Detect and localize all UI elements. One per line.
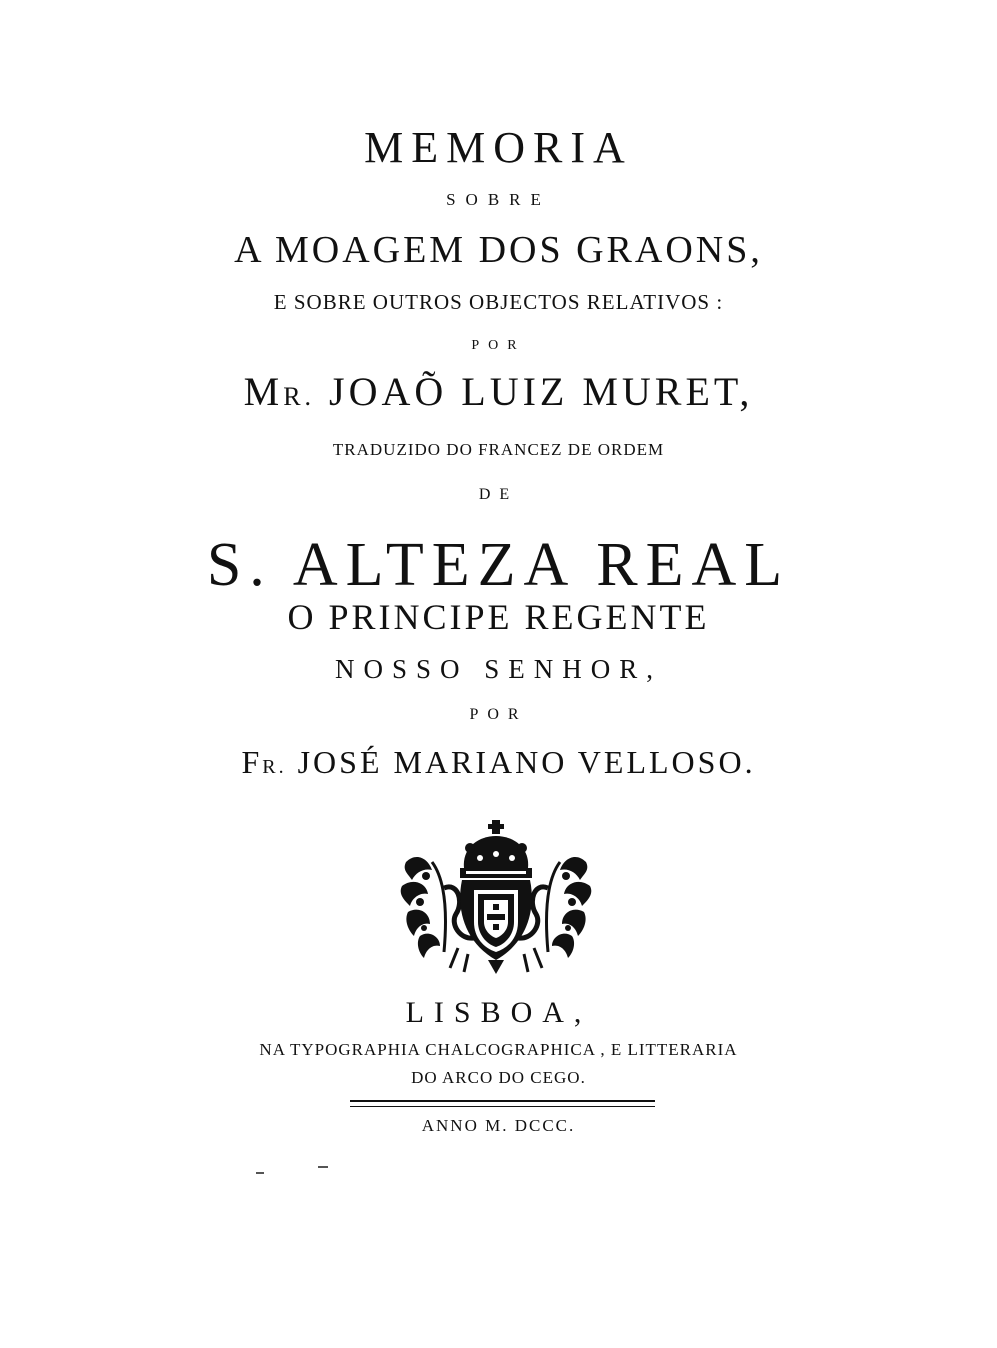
dedicatee-line-1: S. ALTEZA REAL [206,531,791,599]
dedicatee-line-2: O PRINCIPE REGENTE [287,597,710,637]
royal-coat-of-arms-icon [398,818,594,974]
imprint-year: ANNO M. DCCC. [421,1116,576,1135]
dedicatee-line-3: NOSSO SENHOR, [334,654,663,684]
por-label-translator: POR [469,706,528,723]
translator-prefix: F [241,744,263,780]
translator-prefix-small: R. [262,756,287,778]
author-prefix: M [243,369,284,414]
por-label-author: POR [471,338,526,353]
divider-rule-thin [350,1106,655,1107]
divider-rule-thick [350,1100,655,1102]
book-title: MEMORIA [364,123,633,172]
author-line [0,368,997,415]
author-name: JOAÕ LUIZ MURET, [329,369,754,414]
translator-line [0,744,997,781]
subject-continued-line: E SOBRE OUTROS OBJECTOS RELATIVOS : [273,290,724,314]
sobre-label: SOBRE [446,190,551,209]
de-label: DE [478,486,519,503]
subject-line: A MOAGEM DOS GRAONS, [234,229,763,271]
translation-note: TRADUZIDO DO FRANCEZ DE ORDEM [332,440,665,459]
author-prefix-small: R. [283,382,316,411]
imprint-city: LISBOA, [405,996,592,1029]
printer-line-2: DO ARCO DO CEGO. [411,1068,586,1087]
printer-line-1: NA TYPOGRAPHIA CHALCOGRAPHICA , E LITTERARIA [259,1040,738,1059]
paper-specks [250,1160,350,1180]
translator-name: JOSÉ MARIANO VELLOSO. [297,744,756,780]
